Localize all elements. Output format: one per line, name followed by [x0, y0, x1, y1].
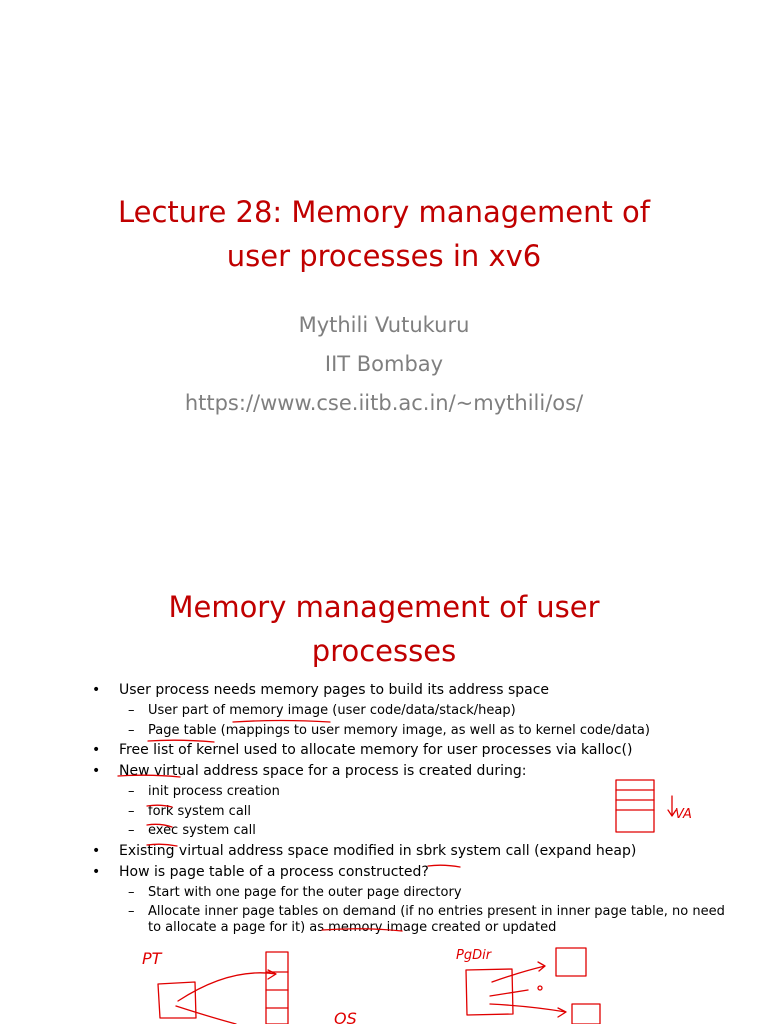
dash-marker: – [128, 884, 135, 900]
bullet-marker: • [92, 682, 101, 698]
bullet-item [92, 862, 732, 883]
bullet-text: User process needs memory pages to build its address space [119, 682, 550, 698]
sub-bullet-item [92, 782, 732, 802]
author-name: Mythili Vutukuru [298, 313, 470, 337]
pt-label: PT [142, 949, 162, 968]
institute-name: IIT Bombay [324, 352, 444, 376]
pt-box [158, 982, 196, 1018]
sub-bullet-item [92, 902, 732, 936]
content-slide [0, 512, 768, 1024]
bullet-list [92, 680, 732, 936]
bullet-marker: • [92, 842, 101, 859]
bullet-text: Free list of kernel used to allocate memory for user processes via kalloc() [119, 742, 633, 758]
sub-bullet-item [92, 701, 732, 721]
sub-bullet-item [92, 883, 732, 903]
dash-marker: – [128, 904, 135, 919]
course-url: https://www.cse.iitb.ac.in/~mythili/os/ [184, 391, 584, 415]
slide-title-line-1: Memory management of user [168, 590, 600, 624]
sub-bullet-text: Allocate inner page tables on demand (if no entries present in inner page table, no need to allocate a page for it) as memory image created or updated [148, 904, 725, 935]
pgdir-dot [538, 986, 542, 990]
bullet-marker: • [92, 763, 101, 779]
sub-bullet-item [92, 802, 732, 822]
bullet-item [92, 680, 732, 701]
memory-column [266, 952, 288, 1024]
bullet-item [92, 740, 732, 761]
sub-bullet-text: Page table (mappings to user memory image, as well as to kernel code/data) [148, 722, 650, 738]
bullet-marker: • [92, 863, 101, 880]
dash-marker: – [128, 803, 135, 819]
sub-bullet-text: Start with one page for the outer page directory [148, 884, 462, 900]
sub-bullet-item [92, 721, 732, 741]
pgdir-label: PgDir [456, 948, 492, 963]
slide-title-line-2: processes [311, 634, 457, 668]
lecture-title-line-2: user processes in xv6 [226, 239, 542, 273]
bullet-text: How is page table of a process constructed? [119, 863, 429, 880]
lecture-subtitle [0, 306, 768, 423]
bullet-item [92, 761, 732, 782]
dash-marker: – [128, 722, 135, 738]
bullet-marker: • [92, 742, 101, 758]
pgdir-arrow-2 [490, 990, 528, 996]
bullet-item [92, 841, 732, 862]
sub-bullet-item [92, 821, 732, 841]
dash-marker: – [128, 703, 135, 718]
sub-bullet-text: fork system call [148, 803, 252, 819]
slide-title [0, 585, 768, 673]
inner-page-2 [572, 1004, 600, 1024]
os-label: OS [334, 1009, 357, 1024]
bullet-text: Existing virtual address space modified in sbrk system call (expand heap) [119, 842, 637, 859]
inner-page-1 [556, 948, 586, 976]
sub-bullet-text: exec system call [148, 823, 256, 838]
pgdir-arrow-3 [490, 1004, 566, 1017]
pgdir-arrow-1 [492, 962, 545, 982]
dash-marker: – [128, 823, 135, 838]
bullet-text: New virtual address space for a process is created during: [119, 763, 527, 779]
pgdir-box [466, 969, 513, 1015]
pt-arrow [178, 970, 276, 1001]
va-label: VA [675, 807, 692, 822]
dash-marker: – [128, 784, 135, 799]
sub-bullet-text: User part of memory image (user code/data/stack/heap) [148, 703, 516, 718]
lecture-title [0, 190, 768, 278]
lecture-title-line-1: Lecture 28: Memory management of [117, 195, 650, 229]
sub-bullet-text: init process creation [148, 784, 280, 799]
